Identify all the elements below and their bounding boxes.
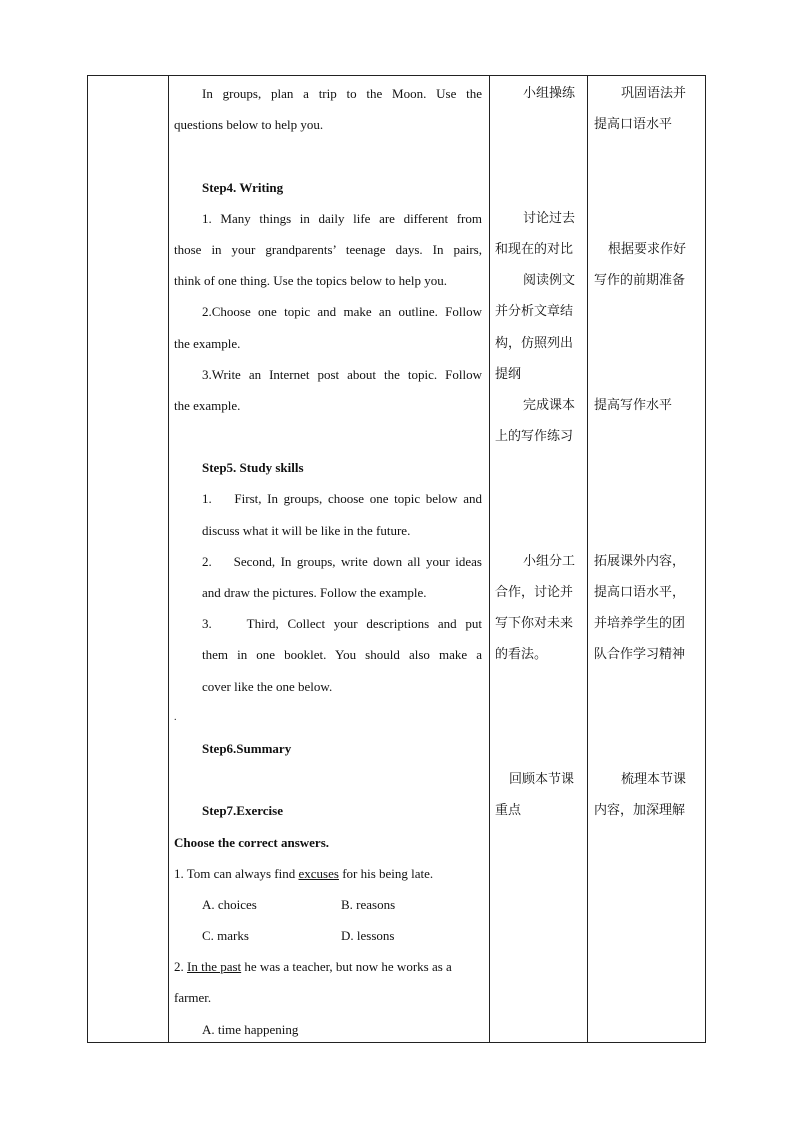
text-line: those in your grandparents’ teenage days. In pairs, <box>174 241 482 257</box>
column-divider <box>489 76 490 1042</box>
option-a: A. choices <box>202 896 257 912</box>
student-activity-cell <box>495 78 583 1042</box>
blank-line <box>495 702 583 733</box>
purpose-line: 队合作学习精神 <box>594 647 686 663</box>
blank-line <box>495 172 583 203</box>
underlined-phrase: In the past <box>187 959 242 975</box>
option-c: C. marks <box>202 928 249 944</box>
question-2 <box>174 951 482 982</box>
blank-line <box>495 515 583 546</box>
activity-line: 的看法。 <box>495 647 548 663</box>
activity-line: 和现在的对比 <box>495 241 574 257</box>
purpose-line: 提高口语水平， <box>594 585 686 600</box>
question-text: for his being late. <box>338 865 434 881</box>
activity-line: 阅读例文 <box>523 273 576 289</box>
activity-line: 重点 <box>495 803 522 819</box>
blank-line <box>594 702 704 733</box>
purpose-line: 提高口语水平 <box>594 117 673 133</box>
question-text: 1. Tom can always find <box>174 865 299 881</box>
blank-line <box>594 172 704 203</box>
text-line: 1. Many things in daily life are different from <box>202 210 482 226</box>
text-line: and draw the pictures. Follow the example. <box>202 585 427 600</box>
blank-line <box>495 483 583 514</box>
blank-line <box>495 452 583 483</box>
step6-heading: Step6.Summary <box>202 740 292 756</box>
purpose-line: 写作的前期准备 <box>594 273 686 289</box>
blank-line <box>594 733 704 764</box>
text-line: 1. First, In groups, choose one topic below and <box>202 491 482 507</box>
activity-line: 提纲 <box>495 366 522 382</box>
blank-line <box>594 515 704 546</box>
text-line: cover like the one below. <box>202 678 333 694</box>
question-1 <box>174 858 482 889</box>
activity-line: 小组分工 <box>523 553 576 569</box>
text-line: 3. Third, Collect your descriptions and put <box>202 616 482 632</box>
blank-line <box>495 140 583 171</box>
exercise-title: Choose the correct answers. <box>174 834 329 850</box>
purpose-line: 拓展课外内容， <box>594 553 686 569</box>
question-text: 2. <box>174 959 187 975</box>
text-line: 3.Write an Internet post about the topic. Follow <box>202 366 482 382</box>
blank-line <box>495 671 583 702</box>
text-line: 2. Second, In groups, write down all your ideas <box>202 553 482 569</box>
step4-heading: Step4. Writing <box>202 179 284 195</box>
step5-heading: Step5. Study skills <box>202 460 304 476</box>
text-line: In groups, plan a trip to the Moon. Use the <box>202 86 482 101</box>
text-line: them in one booklet. You should also make a <box>202 647 482 663</box>
blank-line <box>594 359 704 390</box>
blank-line <box>174 764 482 795</box>
activity-line: 小组操练 <box>523 86 576 101</box>
activity-line: 并分析文章结 <box>495 304 574 320</box>
purpose-line: 提高写作水平 <box>594 397 673 413</box>
activity-line: 完成课本 <box>523 397 576 413</box>
text-line: discuss what it will be like in the future. <box>202 522 411 538</box>
underlined-word: excuses <box>298 865 339 881</box>
activity-line: 合作，讨论并 <box>495 585 574 600</box>
option-d: D. lessons <box>341 928 395 944</box>
activity-line: 回顾本节课 <box>509 772 575 788</box>
option-b: B. reasons <box>341 896 396 912</box>
blank-line <box>594 452 704 483</box>
purpose-line: 并培养学生的团 <box>594 616 686 632</box>
text-line: the example. <box>174 335 241 351</box>
teaching-content-cell <box>174 78 482 1042</box>
blank-line <box>594 421 704 452</box>
blank-line <box>174 140 482 171</box>
blank-line <box>594 671 704 702</box>
activity-line: 讨论过去 <box>523 210 576 226</box>
text-line: 2.Choose one topic and make an outline. Follow <box>202 304 482 320</box>
options-row <box>174 889 482 920</box>
purpose-line: 内容，加深理解 <box>594 803 686 819</box>
options-row <box>174 920 482 951</box>
activity-line: 上的写作练习 <box>495 429 574 445</box>
purpose-line: 根据要求作好 <box>608 241 687 257</box>
blank-line <box>495 733 583 764</box>
purpose-line: 巩固语法并 <box>621 86 687 101</box>
blank-line <box>174 421 482 452</box>
design-purpose-cell <box>594 78 704 1042</box>
question-text: he was a teacher, but now he works as a <box>241 959 452 975</box>
step7-heading: Step7.Exercise <box>202 803 283 819</box>
purpose-line: 梳理本节课 <box>621 772 687 788</box>
option-a: A. time happening <box>202 1021 299 1037</box>
text-line: the example. <box>174 397 241 413</box>
blank-line <box>594 328 704 359</box>
activity-line: 构，仿照列出 <box>495 335 574 351</box>
text-line: questions below to help you. <box>174 117 324 133</box>
text-line: farmer. <box>174 990 212 1006</box>
blank-line <box>495 109 583 140</box>
blank-line <box>594 296 704 327</box>
blank-line <box>594 483 704 514</box>
lesson-plan-table <box>87 75 706 1043</box>
activity-line: 写下你对未来 <box>495 616 574 632</box>
blank-line <box>594 140 704 171</box>
text-line: think of one thing. Use the topics below to help you. <box>174 273 447 289</box>
stray-dot: . <box>174 711 177 723</box>
column-divider <box>587 76 588 1042</box>
blank-line <box>594 203 704 234</box>
